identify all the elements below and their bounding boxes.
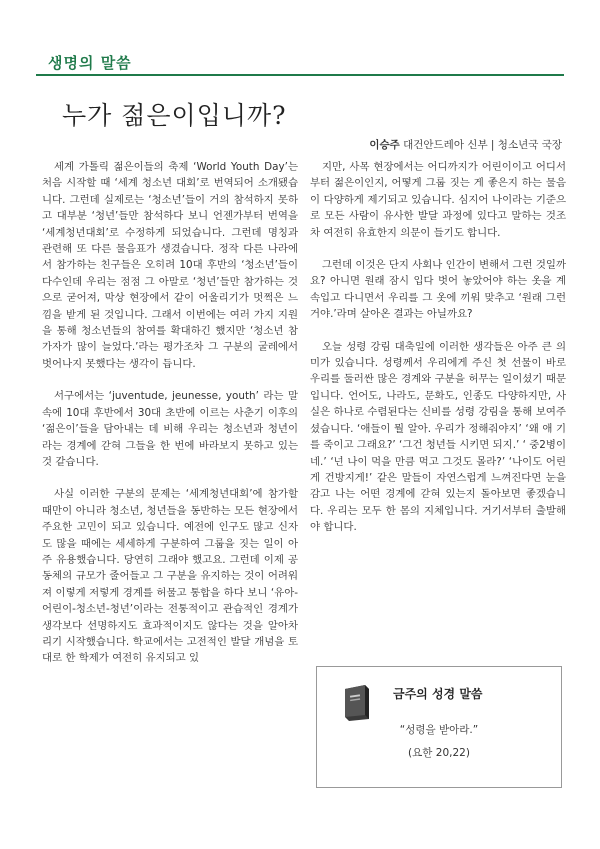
article-title: 누가 젊은이입니까? [62,101,287,130]
verse-reference: (요한 20,22) [408,747,470,759]
left-column [42,159,298,683]
author-name: 이승주 [369,139,400,151]
paragraph: 세계 가톨릭 젊은이들의 축제 ‘World Youth Day’는 처음 시작할 때 ‘세계 청소년 대회’로 번역되어 소개됐습니다. 그런데 실제로는 ‘청소년’들이 거의 참석하지 못하고 대부분 ‘청년’들만 참석하다 보니 언젠가부터 번역을 ‘세계청년대회’로 수정하게 되었습니다. 그런데 명칭과 관련해 또 다른 물음표가 생겼습니다. 정작 다른 나라에서 참가하는 친구들은 오히려 10대 후반의 ‘청소년’들이 다수인데 우리는 점점 그 아말로 ‘청년’들만 참가하는 것으로 굳어져, 막상 현장에서 같이 어울리기가 멋쩍은 느낌을 받게 된 것입니다. 그래서 이번에는 여러 가지 지원을 통해 청소년들의 참여를 확대하긴 했지만 ‘청소년 참가자가 많이 늘었다.’라는 평가조차 그 구분의 굴레에서 벗어나지 못했다는 생각이 듭니다. [42,161,298,370]
verse-box-title: 금주의 성경 말씀 [393,687,483,701]
paragraph: 사실 이러한 구분의 문제는 ‘세계청년대회’에 참가할 때만이 아니라 청소년, 청년들을 동반하는 모든 현장에서 주요한 고민이 되고 있습니다. 예전에 인구도 많고 신자도 많을 때에는 세세하게 구분하여 그룹을 짓는 일이 아주 유용했습니다. 당연히 그래야 했고요. 그런데 이제 공동체의 규모가 줄어들고 그 구분을 유지하는 것이 어려워져 이렇게 저렇게 경계를 허물고 통합을 하다 보니 ‘유아-어린이-청소년-청년’이라는 전통적이고 관습적인 경계가 생각보다 선명하지도 효과적이지도 않다는 것을 알아차리기 시작했습니다. 학교에서는 고전적인 발달 개념을 토대로 한 학제가 여전히 유지되고 있 [42,488,298,665]
right-column [310,159,566,552]
author-role: 대건안드레아 신부 | 청소년국 국장 [403,139,562,151]
author-line [369,137,562,152]
verse-text: “성령을 받아라.” [399,724,479,736]
paragraph: 그런데 이것은 단지 사회나 인간이 변해서 그런 것일까요? 아니면 원래 잠시 입다 벗어 놓았어야 하는 옷을 계속입고 다니면서 우리를 그 옷에 끼워 맞추고 ‘원래 그런 거야.’라며 살아온 결과는 아닐까요? [310,259,566,321]
paragraph: 오늘 성령 강림 대축일에 이러한 생각들은 아주 큰 의미가 있습니다. 성령께서 우리에게 주신 첫 선물이 바로 우리를 둘러싼 많은 경계와 구분을 허무는 일이셨기 때문입니다. 언어도, 나라도, 문화도, 인종도 다양하지만, 사실은 하나로 수렴된다는 신비를 성령 강림을 통해 보여주셨습니다. ‘애들이 뭘 알아. 우리가 정해줘야지’ ‘왜 애 기를 죽이고 그래요?’ ‘그건 청년들 시키면 되지.’ ‘ 중2병이네.’ ‘넌 나이 먹을 만큼 먹고 그것도 몰라?’ ‘나이도 어린 게 건방지게!’ 같은 말들이 자연스럽게 느껴진다면 눈을 감고 나는 어떤 경계에 갇혀 있는지 돌아보면 좋겠습니다. 우리는 모두 한 몸의 지체입니다. 거기서부터 출발해야 합니다. [310,340,566,534]
bible-book-icon [339,683,375,727]
paragraph: 서구에서는 ‘juventude, jeunesse, youth’ 라는 말 속에 10대 후반에서 30대 초반에 이르는 사춘기 이후의 ‘젊은이’들을 담아내는 데 비해 우리는 청소년과 청년이라는 경계에 갇혀 그들을 한 번에 바라보지 못하고 있는 것 같습니다. [42,390,298,468]
section-label: 생명의 말씀 [48,54,132,72]
weekly-verse-box [316,666,562,788]
paragraph: 지만, 사목 현장에서는 어디까지가 어린이이고 어디서부터 젊은이인지, 어떻게 그룹 짓는 게 좋은지 하는 물음이 다양하게 제기되고 있습니다. 심지어 나이라는 기준으로 모든 사람이 유사한 발달 과정에 있다고 말하는 것조차 여전히 유효한지 의문이 들기도 합니다. [310,161,566,239]
page-header [36,44,564,76]
